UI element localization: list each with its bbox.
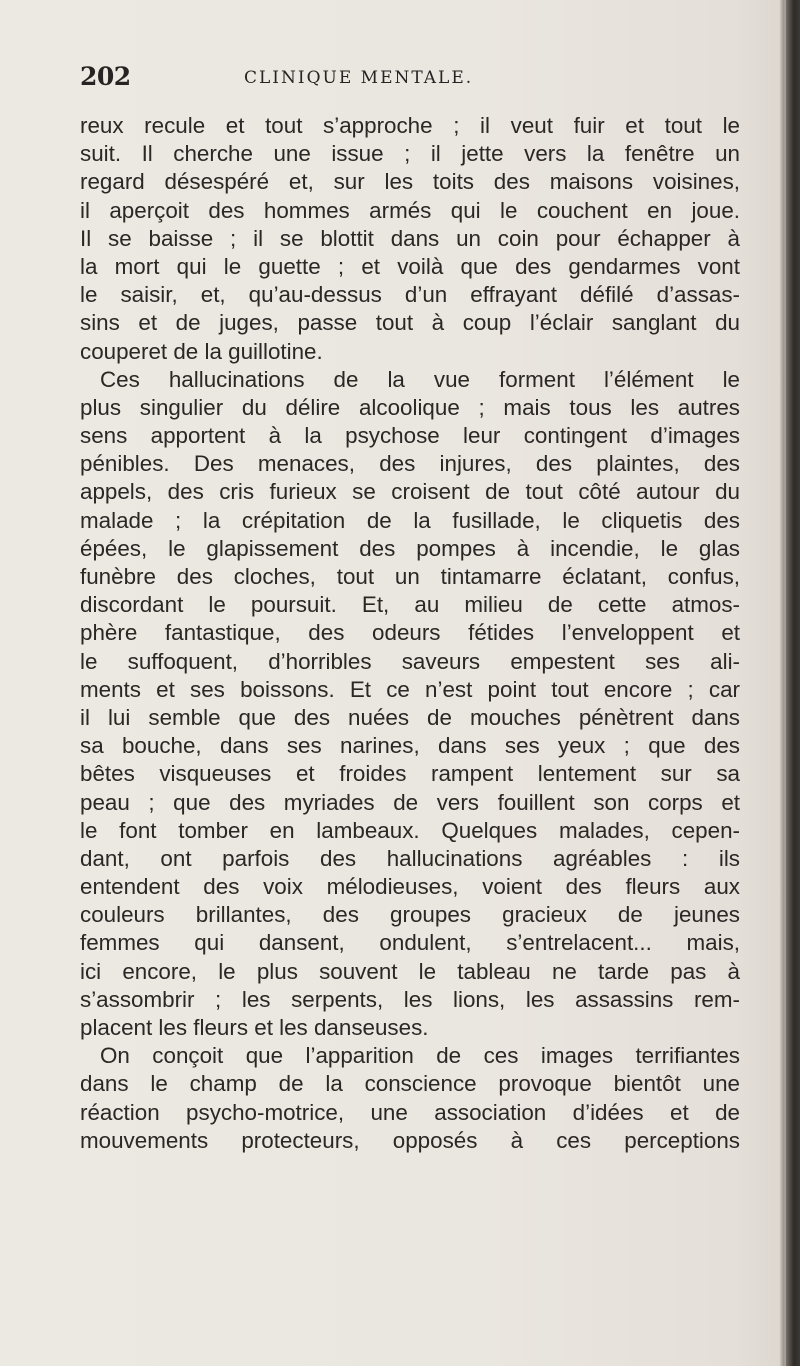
text-line: ments et ses boissons. Et ce n’est point tout encore ; car <box>80 676 740 702</box>
text-line: couleurs brillantes, des groupes gracieux de jeunes <box>80 902 740 928</box>
text-line: sa bouche, dans ses narines, dans ses yeux ; que des <box>80 733 740 759</box>
page-edge-shadow <box>780 0 800 1366</box>
text-line: regard désespéré et, sur les toits des maisons voisines, <box>80 169 740 195</box>
page-number: 202 <box>80 62 131 91</box>
text-line: Il se baisse ; il se blottit dans un coin pour échapper à <box>80 225 740 251</box>
text-line: femmes qui dansent, ondulent, s’entrelacent... mais, <box>80 930 740 956</box>
body-text <box>80 112 740 1155</box>
text-line: discordant le poursuit. Et, au milieu de cette atmos- <box>80 592 740 618</box>
text-line: malade ; la crépitation de la fusillade, le cliquetis des <box>80 507 740 533</box>
text-line: s’assombrir ; les serpents, les lions, les assassins rem- <box>80 986 740 1012</box>
text-line: il lui semble que des nuées de mouches pénètrent dans <box>80 704 740 730</box>
text-line: phère fantastique, des odeurs fétides l’enveloppent et <box>80 620 740 646</box>
page-edge-stripe <box>784 0 786 1366</box>
text-line: il aperçoit des hommes armés qui le couchent en joue. <box>80 197 740 223</box>
text-line: suit. Il cherche une issue ; il jette vers la fenêtre un <box>80 141 740 167</box>
text-line: entendent des voix mélodieuses, voient des fleurs aux <box>80 874 740 900</box>
text-line: ici encore, le plus souvent le tableau ne tarde pas à <box>80 958 740 984</box>
text-line: le saisir, et, qu’au-dessus d’un effrayant défilé d’assas- <box>80 282 740 308</box>
text-line: pénibles. Des menaces, des injures, des plaintes, des <box>80 451 740 477</box>
text-line: sens apportent à la psychose leur contingent d’images <box>80 423 740 449</box>
text-line: dans le champ de la conscience provoque bientôt une <box>80 1071 740 1097</box>
text-line: le font tomber en lambeaux. Quelques malades, cepen- <box>80 817 740 843</box>
text-line: funèbre des cloches, tout un tintamarre éclatant, confus, <box>80 564 740 589</box>
text-line: appels, des cris furieux se croisent de tout côté autour du <box>80 479 740 505</box>
text-line: On conçoit que l’apparition de ces images terrifiantes <box>100 1043 740 1069</box>
text-line: bêtes visqueuses et froides rampent lentement sur sa <box>80 761 740 787</box>
text-line: mouvements protecteurs, opposés à ces perceptions <box>80 1127 740 1153</box>
text-line: la mort qui le guette ; et voilà que des gendarmes vont <box>80 253 740 279</box>
text-line: couperet de la guillotine. <box>80 338 323 364</box>
text-line: épées, le glapissement des pompes à incendie, le glas <box>80 535 740 561</box>
text-line: placent les fleurs et les danseuses. <box>80 1015 429 1040</box>
text-line: réaction psycho-motrice, une association d’idées et de <box>80 1099 740 1125</box>
text-line: peau ; que des myriades de vers fouillent son corps et <box>80 789 740 815</box>
page-header <box>80 62 780 92</box>
text-line: dant, ont parfois des hallucinations agréables : ils <box>80 845 740 871</box>
text-line: Ces hallucinations de la vue forment l’élément le <box>100 366 740 392</box>
text-line: sins et de juges, passe tout à coup l’éclair sanglant du <box>80 310 740 336</box>
text-line: reux recule et tout s’approche ; il veut fuir et tout le <box>80 113 740 138</box>
running-title: CLINIQUE MENTALE. <box>244 68 474 88</box>
text-line: plus singulier du délire alcoolique ; mais tous les autres <box>80 394 740 420</box>
text-line: le suffoquent, d’horribles saveurs empestent ses ali- <box>80 648 740 674</box>
